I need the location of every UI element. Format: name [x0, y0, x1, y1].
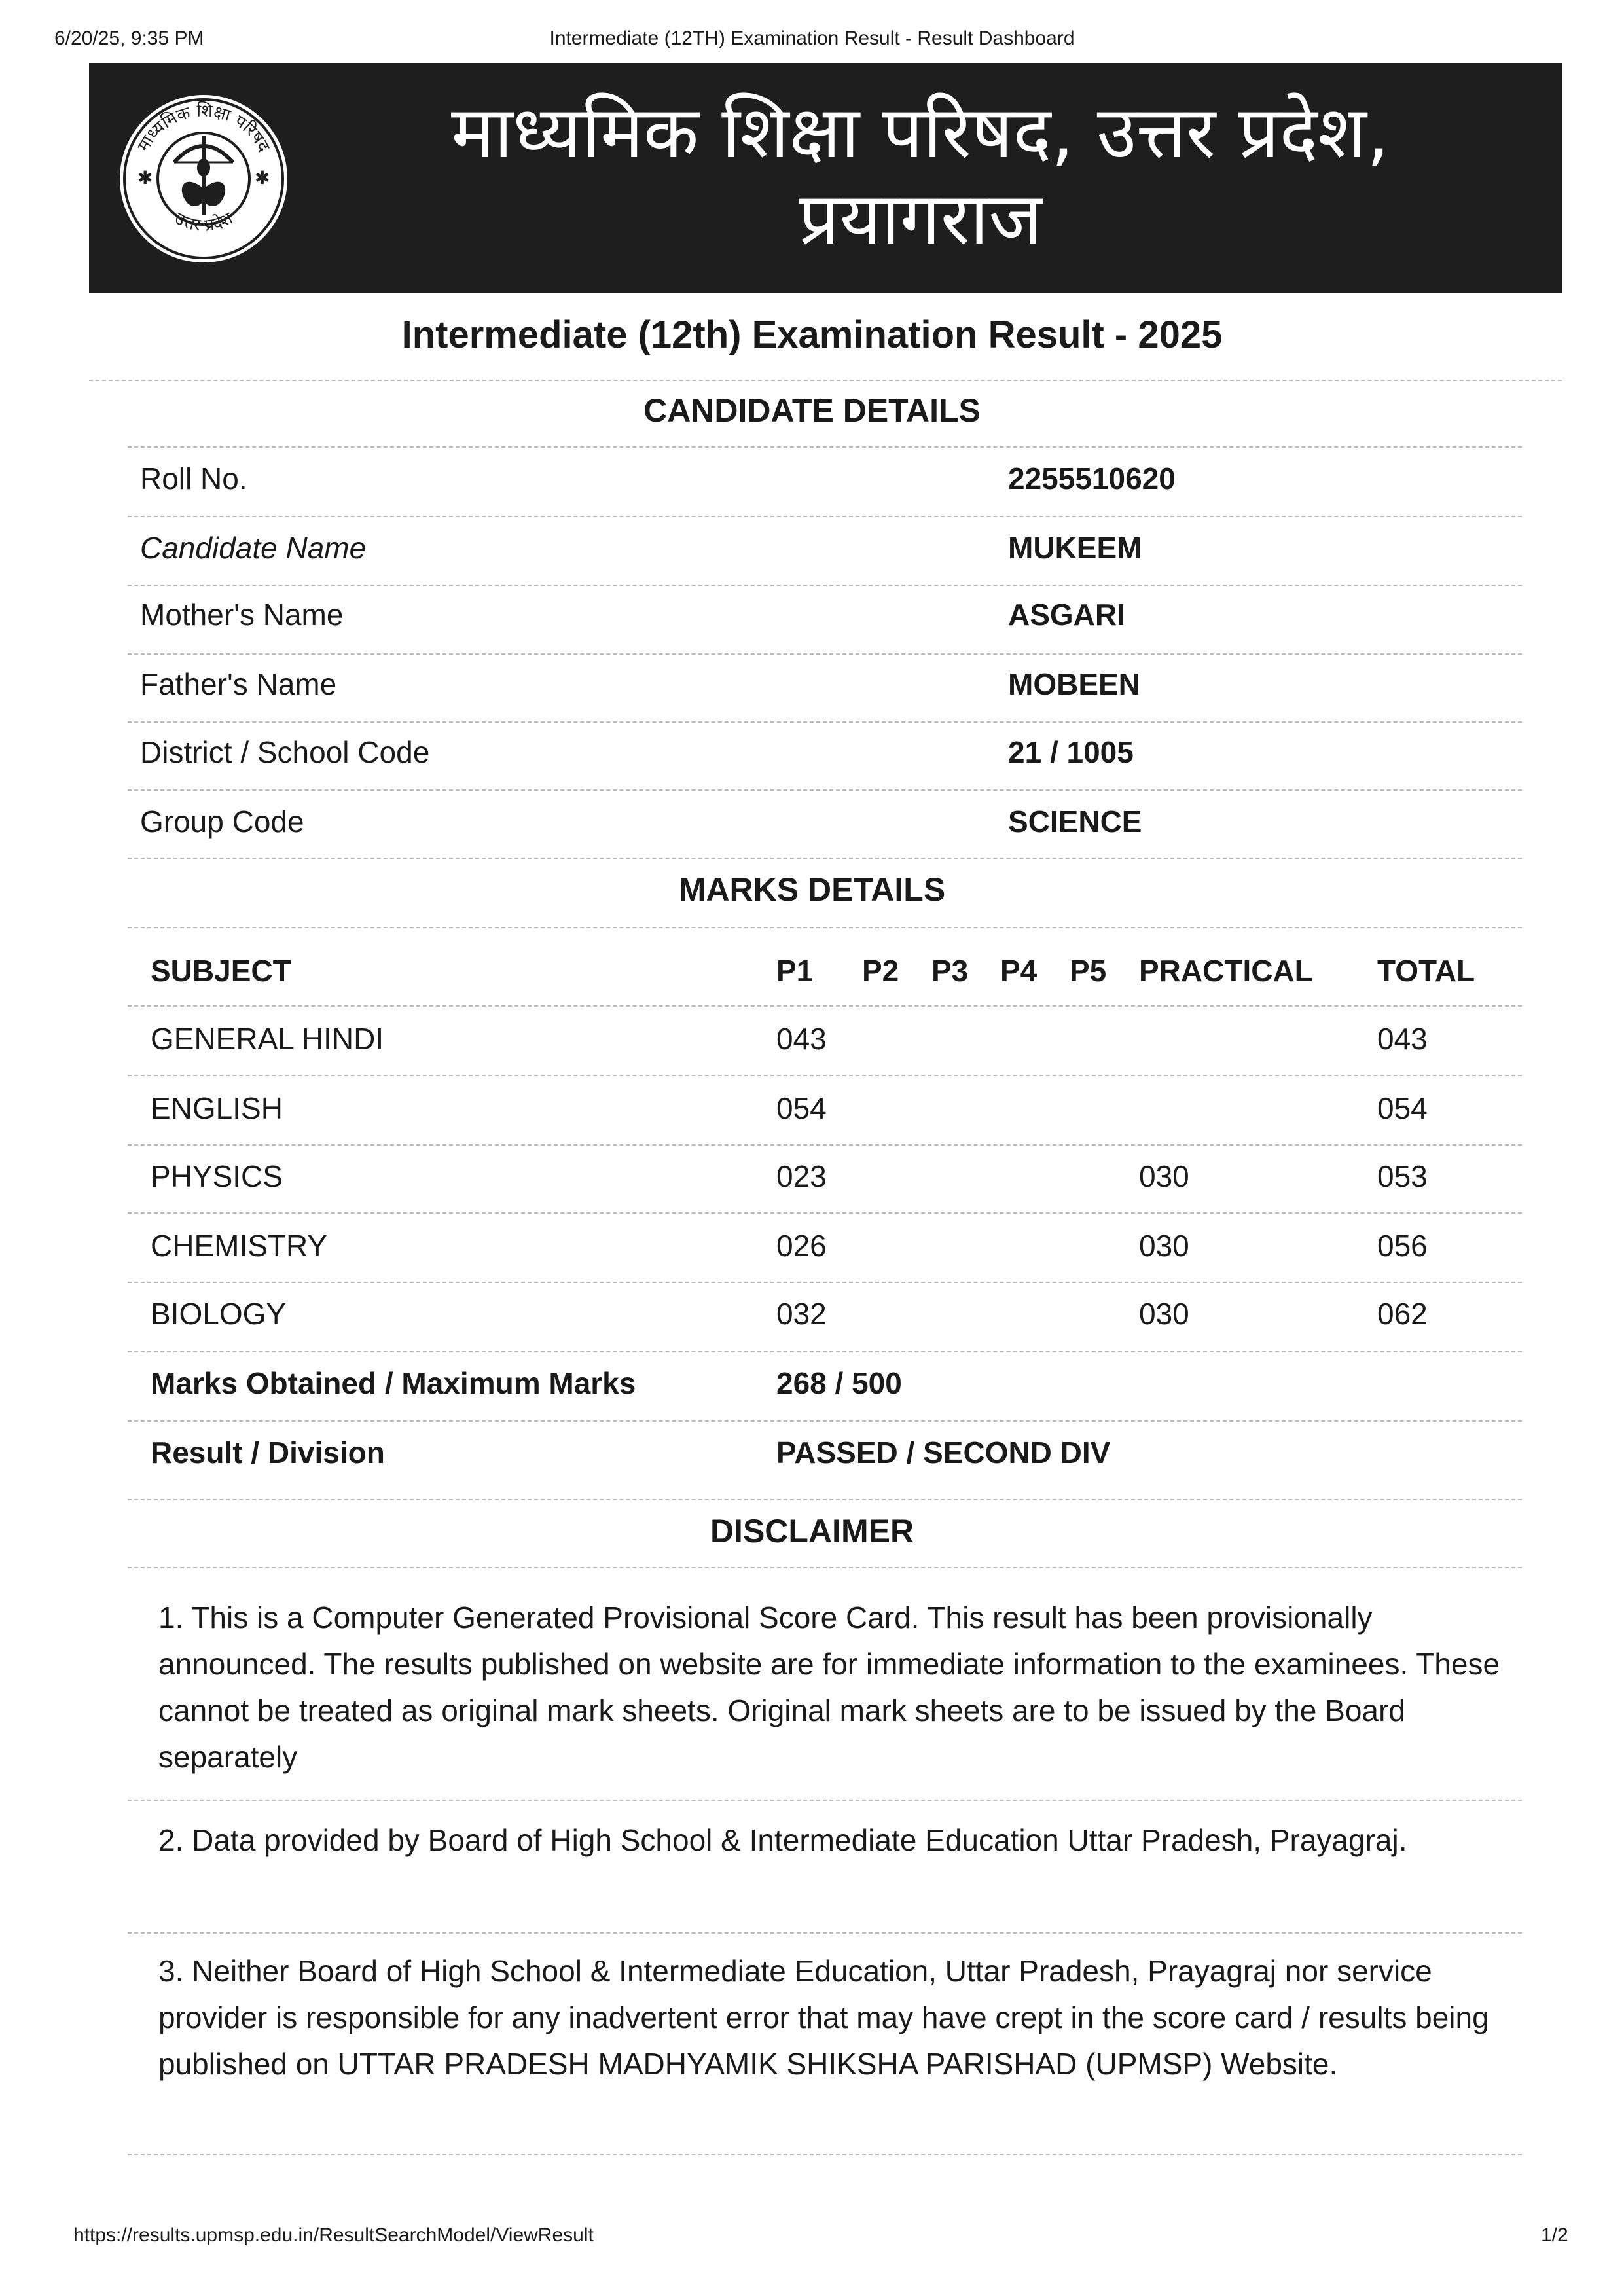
result-division-label: Result / Division — [151, 1436, 385, 1470]
board-title-line1: माध्यमिक शिक्षा परिषद, उत्तर प्रदेश, — [451, 90, 1390, 174]
column-header-total: TOTAL — [1377, 954, 1475, 988]
print-header — [0, 27, 1624, 54]
divider — [128, 653, 1522, 655]
practical-marks: 030 — [1139, 1229, 1189, 1263]
total-marks: 054 — [1377, 1091, 1428, 1125]
divider — [128, 1420, 1522, 1422]
divider — [128, 1212, 1522, 1214]
board-title — [305, 89, 1536, 262]
subject-name: PHYSICS — [151, 1159, 283, 1193]
total-marks: 053 — [1377, 1159, 1428, 1193]
exam-title: Intermediate (12th) Examination Result - 2025 — [401, 314, 1223, 356]
divider — [89, 380, 1562, 381]
total-marks: 056 — [1377, 1229, 1428, 1263]
column-header-subject: SUBJECT — [151, 954, 291, 988]
total-marks: 043 — [1377, 1022, 1428, 1056]
column-header-practical: PRACTICAL — [1139, 954, 1313, 988]
divider — [128, 1800, 1522, 1801]
marks-table-header — [0, 953, 1624, 992]
disclaimer-item-2: 2. Data provided by Board of High School & Intermediate Education Uttar Pradesh, Prayagraj. — [158, 1823, 1407, 1857]
column-header-p4: P4 — [1000, 954, 1038, 988]
svg-text:✱: ✱ — [137, 167, 153, 189]
emblem-text-top: माध्यमिक शिक्षा परिषद — [134, 101, 274, 155]
divider — [128, 789, 1522, 791]
divider — [128, 2154, 1522, 2155]
candidate-details-heading: CANDIDATE DETAILS — [643, 392, 981, 429]
board-banner — [89, 63, 1562, 293]
practical-marks: 030 — [1139, 1159, 1189, 1193]
divider — [128, 1282, 1522, 1283]
divider — [128, 1144, 1522, 1146]
upmsp-emblem-icon — [115, 90, 292, 267]
marks-obtained-row — [0, 1365, 1624, 1405]
candidate-label: Father's Name — [140, 667, 337, 701]
candidate-value: ASGARI — [1008, 598, 1125, 632]
candidate-label: Roll No. — [140, 461, 247, 496]
candidate-row-group-code — [0, 804, 1624, 843]
column-header-p1: P1 — [776, 954, 814, 988]
candidate-value: SCIENCE — [1008, 804, 1142, 839]
divider — [128, 585, 1522, 586]
print-page-number: 1/2 — [1541, 2224, 1568, 2246]
print-page-title: Intermediate (12TH) Examination Result - Result Dashboard — [549, 27, 1075, 49]
divider — [128, 721, 1522, 723]
candidate-row-mother-name — [0, 597, 1624, 636]
candidate-row-district-school-code — [0, 734, 1624, 774]
subject-name: ENGLISH — [151, 1091, 283, 1125]
candidate-row-father-name — [0, 666, 1624, 706]
candidate-label: Mother's Name — [140, 598, 344, 632]
divider — [128, 446, 1522, 448]
total-marks: 062 — [1377, 1297, 1428, 1331]
p1-marks: 054 — [776, 1091, 827, 1125]
marks-obtained-label: Marks Obtained / Maximum Marks — [151, 1366, 636, 1400]
column-header-p2: P2 — [862, 954, 899, 988]
candidate-value: MUKEEM — [1008, 531, 1142, 565]
table-row — [0, 1091, 1624, 1130]
table-row — [0, 1296, 1624, 1335]
table-row — [0, 1228, 1624, 1267]
marks-obtained-value: 268 / 500 — [776, 1366, 902, 1400]
divider — [128, 1499, 1522, 1500]
p1-marks: 023 — [776, 1159, 827, 1193]
p1-marks: 026 — [776, 1229, 827, 1263]
disclaimer-item-1: 1. This is a Computer Generated Provisional Score Card. This result has been provisionally announced. The results published on website are for immediate information to the examinees. These cannot be treated as original mark sheets. Original mark sheets are to be issued by the Board separately — [158, 1600, 1500, 1774]
result-division-row — [0, 1435, 1624, 1474]
emblem-text-bottom: उत्तर प्रदेश — [171, 208, 236, 236]
print-url: https://results.upmsp.edu.in/ResultSearchModel/ViewResult — [73, 2224, 594, 2246]
table-row — [0, 1159, 1624, 1198]
candidate-row-roll-no — [0, 461, 1624, 500]
p1-marks: 032 — [776, 1297, 827, 1331]
candidate-row-name — [0, 530, 1624, 569]
subject-name: BIOLOGY — [151, 1297, 287, 1331]
divider — [128, 927, 1522, 928]
divider — [128, 1932, 1522, 1934]
subject-name: GENERAL HINDI — [151, 1022, 384, 1056]
svg-text:✱: ✱ — [255, 167, 270, 189]
candidate-label: Candidate Name — [140, 531, 367, 565]
disclaimer-item-3: 3. Neither Board of High School & Intermediate Education, Uttar Pradesh, Prayagraj nor service provider is responsible for any inadvertent error that may have crept in the score card / results being published on UTTAR PRADESH MADHYAMIK SHIKSHA PARISHAD (UPMSP) Website. — [158, 1954, 1489, 2081]
column-header-p5: P5 — [1070, 954, 1107, 988]
divider — [128, 516, 1522, 517]
candidate-value: 21 / 1005 — [1008, 735, 1134, 769]
candidate-value: MOBEEN — [1008, 667, 1140, 701]
marks-details-heading: MARKS DETAILS — [678, 871, 946, 908]
column-header-p3: P3 — [931, 954, 969, 988]
candidate-value: 2255510620 — [1008, 461, 1176, 496]
result-division-value: PASSED / SECOND DIV — [776, 1436, 1111, 1470]
board-title-line2: प्रयागराज — [799, 177, 1042, 261]
disclaimer-heading: DISCLAIMER — [710, 1513, 914, 1549]
candidate-label: District / School Code — [140, 735, 430, 769]
divider — [128, 1567, 1522, 1568]
table-row — [0, 1021, 1624, 1060]
candidate-label: Group Code — [140, 804, 304, 839]
subject-name: CHEMISTRY — [151, 1229, 328, 1263]
divider — [128, 1005, 1522, 1007]
divider — [128, 1351, 1522, 1352]
practical-marks: 030 — [1139, 1297, 1189, 1331]
p1-marks: 043 — [776, 1022, 827, 1056]
divider — [128, 858, 1522, 859]
divider — [128, 1075, 1522, 1076]
print-datetime: 6/20/25, 9:35 PM — [54, 27, 204, 49]
